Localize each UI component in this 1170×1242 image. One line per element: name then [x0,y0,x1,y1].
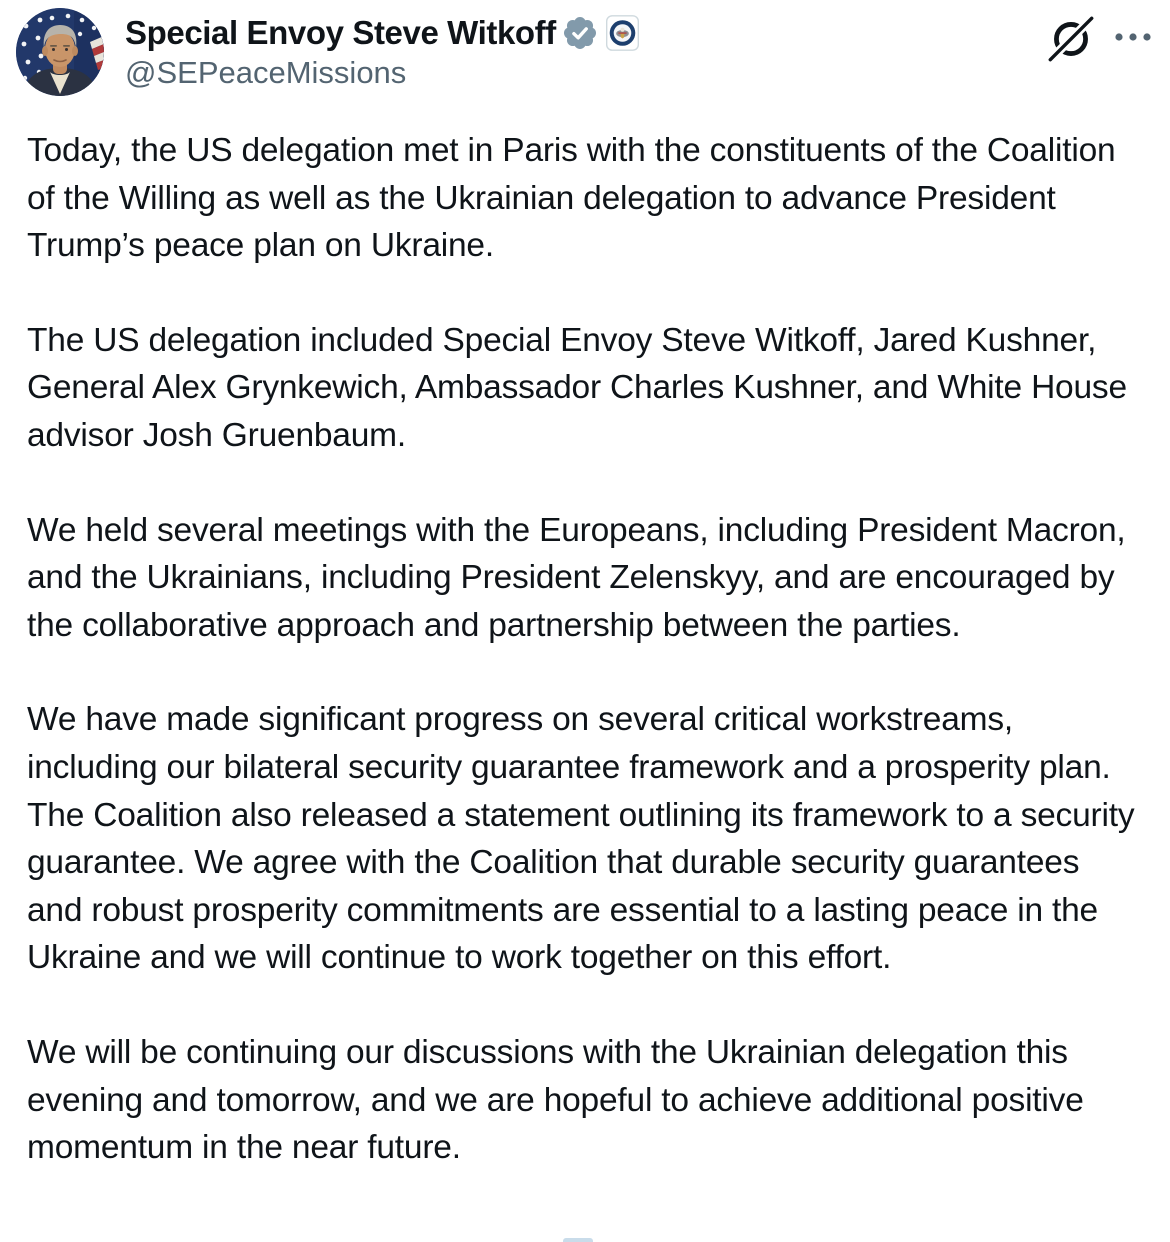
display-name[interactable]: Special Envoy Steve Witkoff [125,14,556,51]
avatar[interactable] [16,8,104,96]
affiliate-badge-icon[interactable] [606,15,639,51]
grok-button[interactable] [1048,16,1094,65]
cropped-media-top-edge [563,1238,593,1242]
post-paragraph: Today, the US delegation met in Paris with the constituents of the Coalition of the Willing as well as the Ukrainian delegation to advance President Trump’s peace plan on Ukraine. [27,132,1116,265]
more-icon [1114,31,1152,46]
post-paragraph: We will be continuing our discussions with the Ukrainian delegation this evening and tomorrow, and we are hopeful to achieve additional positive momentum in the near future. [27,1033,1084,1167]
grok-icon [1048,16,1094,65]
header-actions [1048,8,1154,65]
more-button[interactable] [1114,31,1152,46]
tweet-header [0,0,1170,96]
avatar-image [16,8,104,96]
verified-badge-icon[interactable] [563,16,597,50]
name-block [125,8,639,92]
post-paragraph: We have made significant progress on several critical workstreams, including our bilateral security guarantee framework and a prosperity plan. The Coalition also released a statement outlining its framework to a security guarantee. We agree with the Coalition that durable security guarantees and robust prosperity commitments are essential to a lasting peace in the Ukraine and we will continue to work together on this effort. [27,701,1135,977]
post-text [0,127,1170,1172]
name-row [125,13,639,53]
post-paragraph: We held several meetings with the Europeans, including President Macron, and the Ukrainians, including President Zelenskyy, and are encouraged by the collaborative approach and partnership between the parties. [27,511,1126,644]
user-handle[interactable]: @SEPeaceMissions [125,55,407,90]
post-paragraph: The US delegation included Special Envoy Steve Witkoff, Jared Kushner, General Alex Grynkewich, Ambassador Charles Kushner, and White House advisor Josh Gruenbaum. [27,321,1127,454]
